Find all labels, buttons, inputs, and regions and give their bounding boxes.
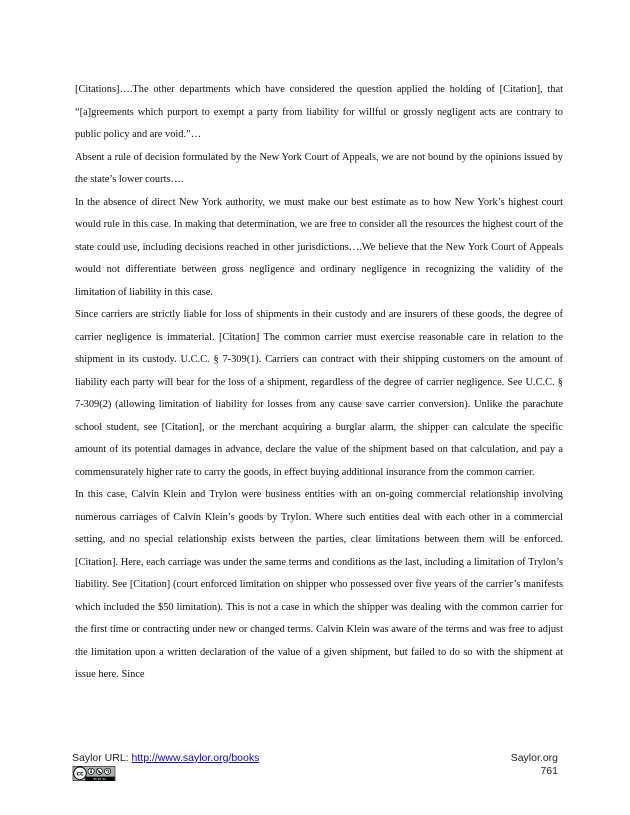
page-number: 761 <box>540 765 558 777</box>
paragraph-3: In the absence of direct New York authority, we must make our best estimate as to how New York’s highest court would rule in this case. In making that determination, we are free to consider all the resources the highest court of the state could use, including decisions reached in other jurisdictions….We believe that the New York Court of Appeals would not differentiate between gross negligence and ordinary negligence in recognizing the validity of the limitation of liability in this case. <box>75 196 563 298</box>
cc-license-badge-icon <box>72 766 116 781</box>
footer-url-prefix: Saylor URL: <box>72 752 132 764</box>
paragraph-2: Absent a rule of decision formulated by the New York Court of Appeals, we are not bound by the opinions issued by the state’s lower courts…. <box>75 151 563 185</box>
footer-site: Saylor.org <box>510 752 558 764</box>
paragraph-1: [Citations]….The other departments which have considered the question applied the holding of [Citation], that “[a]greements which purport to exempt a party from liability for willful or grossly negligent acts are contrary to public policy and are void.”… <box>75 84 563 140</box>
footer-source <box>72 752 259 765</box>
cc-label: cc <box>76 771 84 778</box>
saylor-books-link[interactable]: http://www.saylor.org/books <box>131 752 260 764</box>
paragraph-4: Since carriers are strictly liable for loss of shipments in their custody and are insurers of these goods, the degree of carrier negligence is immaterial. [Citation] The common carrier must exercise reasonable care in relation to the shipment in its custody. U.C.C. § 7-309(1). Carriers can contract with their shipping customers on the amount of liability each party will bear for the loss of a shipment, regardless of the degree of carrier negligence. See U.C.C. § 7-309(2) (allowing limitation of liability for losses from any cause save carrier conversion). Unlike the parachute school student, see [Citation], or the merchant acquiring a burglar alarm, the shipper can calculate the specific amount of its potential damages in advance, declare the value of the shipment based on that calculation, and pay a commensurately higher rate to carry the goods, in effect buying additional insurance from the common carrier. <box>75 309 563 478</box>
license-symbols: BY NC SA <box>93 777 107 781</box>
footer-page-info <box>511 752 558 778</box>
document-body <box>75 79 563 687</box>
paragraph-5: In this case, Calvin Klein and Trylon were business entities with an on-going commercial relationship involving numerous carriages of Calvin Klein’s goods by Trylon. Where such entities deal with each other in a commercial setting, and no special relationship exists between the parties, clear limitations between them will be enforced. [Citation]. Here, each carriage was under the same terms and conditions as the last, including a limitation of Trylon’s liability. See [Citation] (court enforced limitation on shipper who possessed over five years of the carrier’s manifests which included the $50 limitation). This is not a case in which the shipper was dealing with the common carrier for the first time or contracting under new or changed terms. Calvin Klein was aware of the terms and was free to adjust the limitation upon a written declaration of the value of a given shipment, but failed to do so with the shipment at issue here. Since <box>75 489 563 680</box>
